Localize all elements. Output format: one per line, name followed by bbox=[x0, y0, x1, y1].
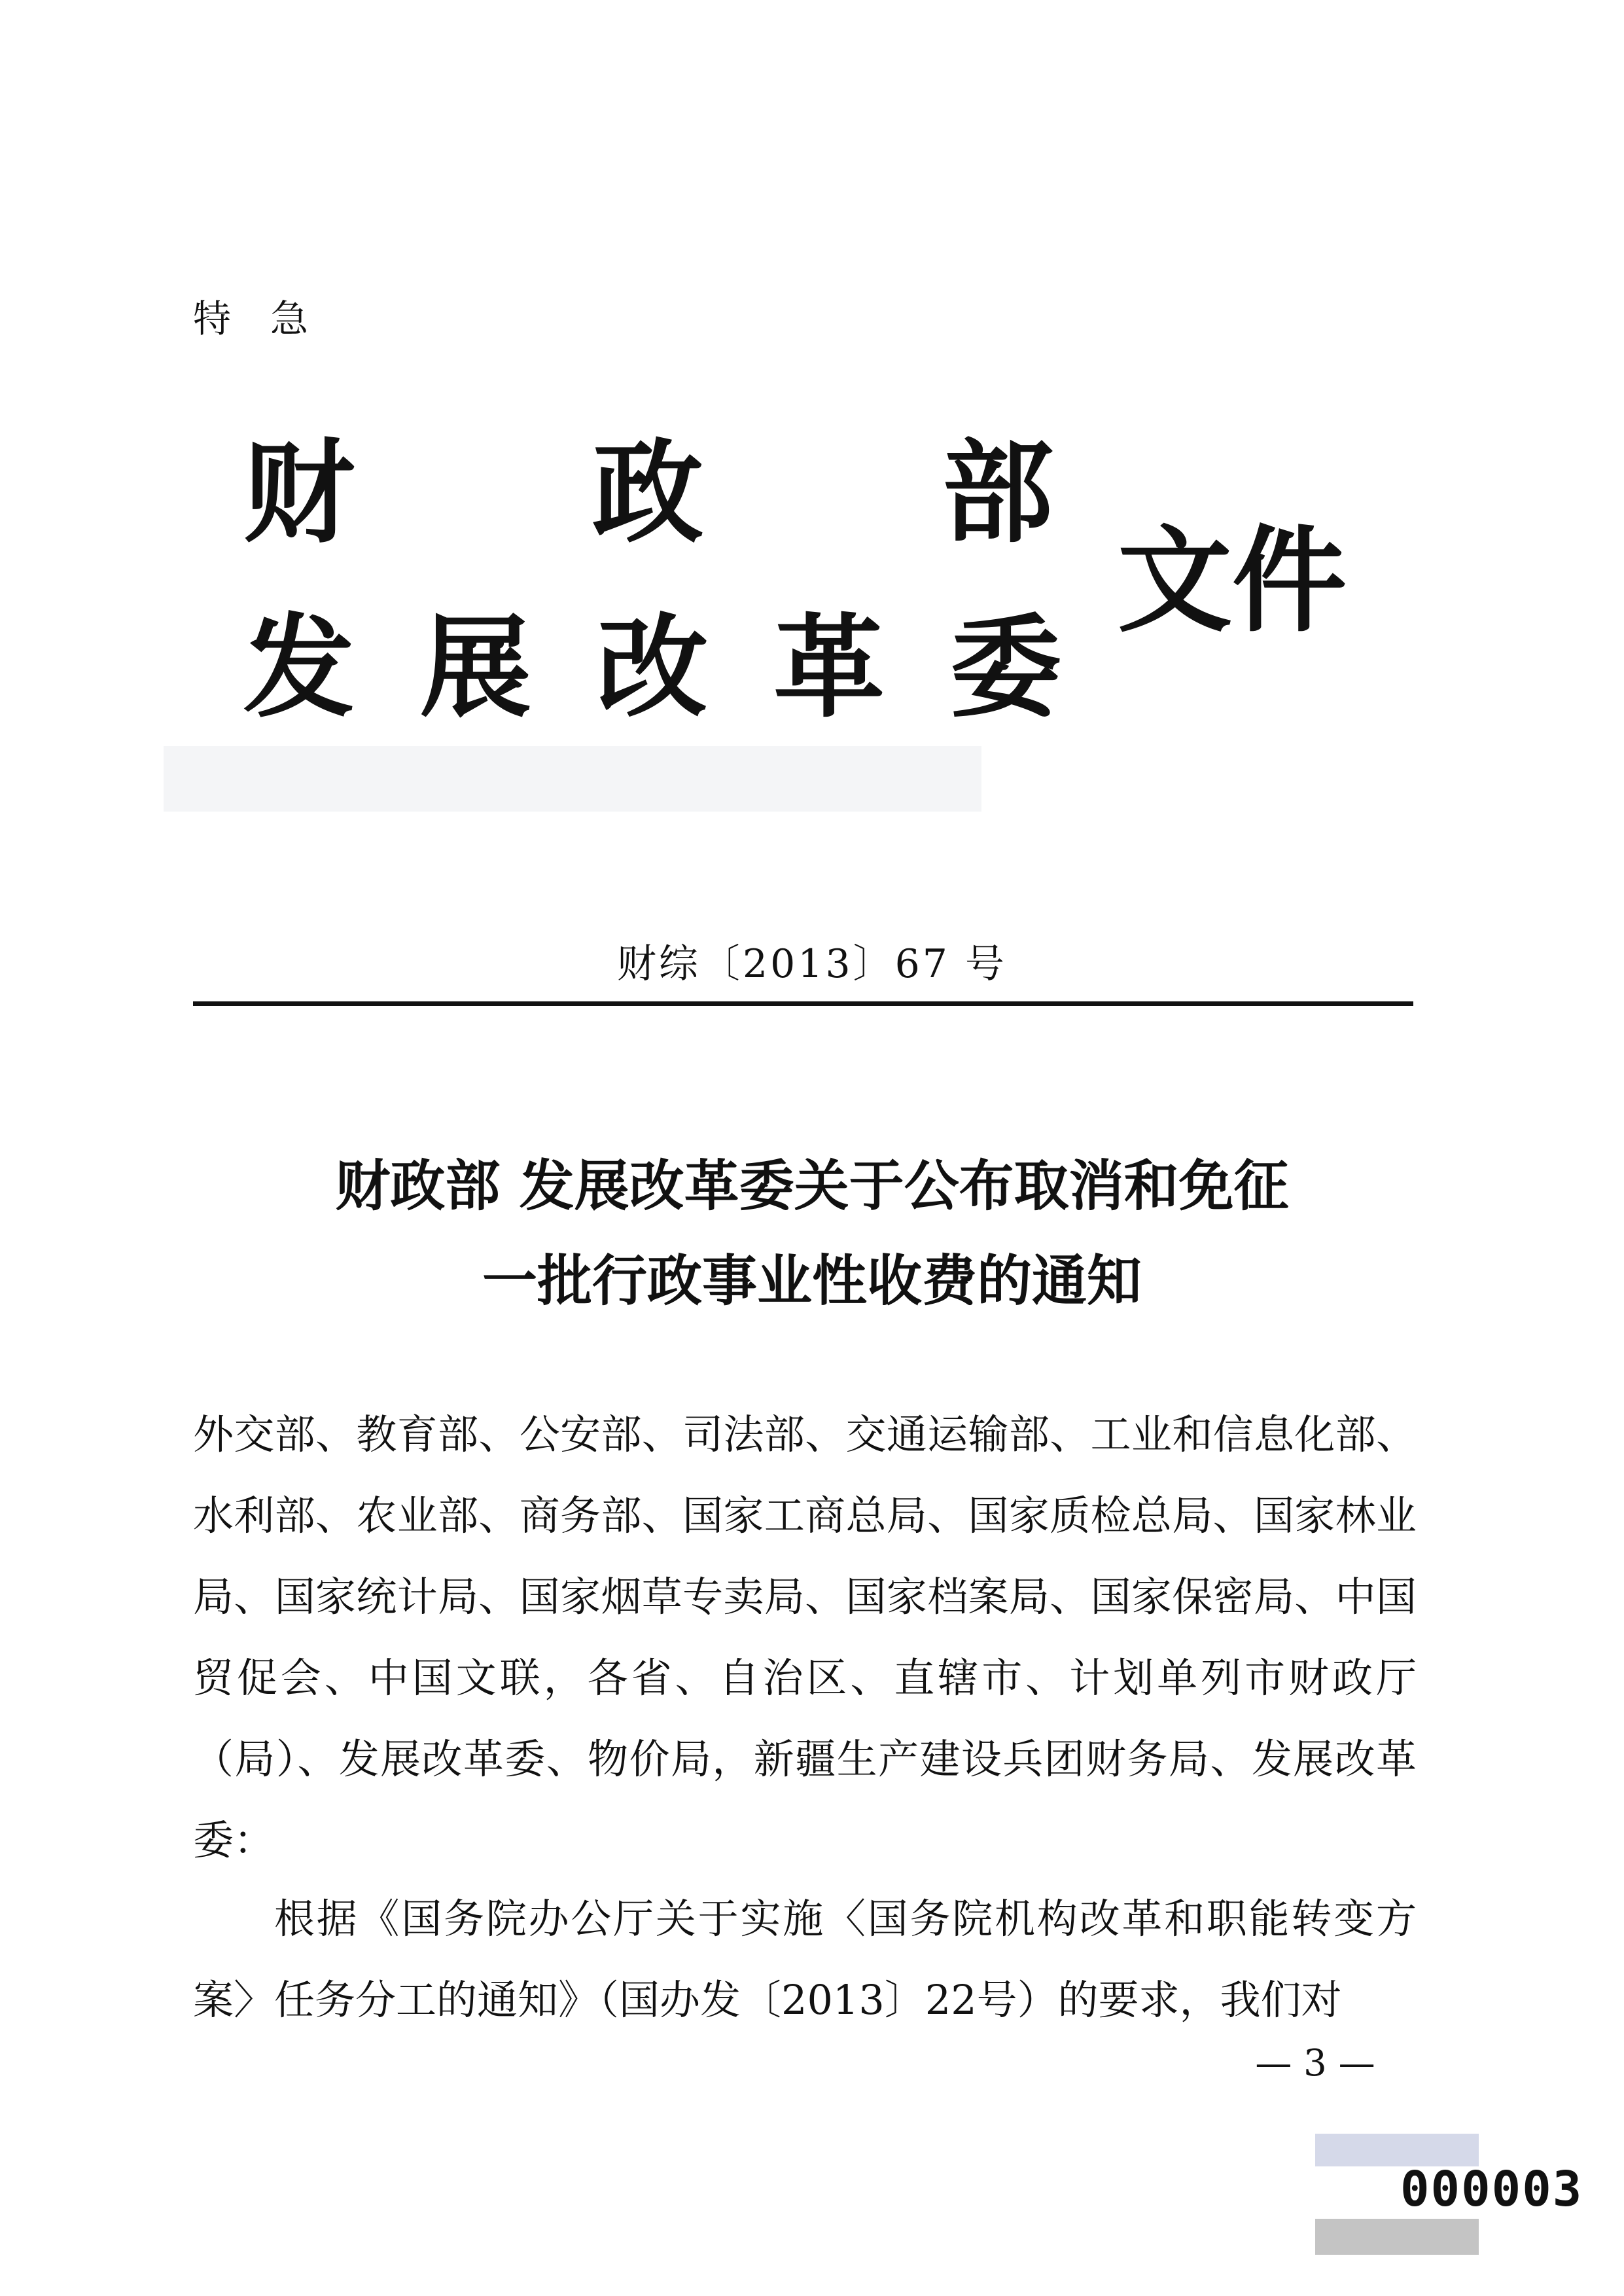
issuer-char-cai: 财 bbox=[243, 427, 355, 558]
body-paragraph: 根据《国务院办公厅关于实施〈国务院机构改革和职能转变方案〉任务分工的通知》（国办发〔2013〕22号）的要求，我们对 bbox=[193, 1895, 1417, 2024]
issuer-line-2: 发展改革委 bbox=[243, 602, 1127, 733]
page-number: — 3 — bbox=[1255, 2042, 1375, 2085]
faint-stamp-mark bbox=[164, 733, 981, 825]
recipients-paragraph: 外交部、教育部、公安部、司法部、交通运输部、工业和信息化部、水利部、农业部、商务部、国家工商总局、国家质检总局、国家林业局、国家统计局、国家烟草专卖局、国家档案局、国家保密局、中国贸促会、中国文联，各省、自治区、直辖市、计划单列市财政厅（局）、发展改革委、物价局，新疆生产建设兵团财务局、发展改革委： bbox=[193, 1410, 1417, 1864]
document-title-line-1: 财政部 发展改革委关于公布取消和免征 bbox=[335, 1153, 1289, 1218]
header-rule bbox=[193, 1001, 1413, 1006]
issuer-char-bu: 部 bbox=[942, 427, 1054, 558]
issuer-char-zheng: 政 bbox=[592, 427, 704, 558]
urgency-label: 特急 bbox=[193, 296, 348, 341]
document-number: 财综〔2013〕67 号 bbox=[616, 941, 1008, 987]
archive-stamp-number: 000003 bbox=[1400, 2161, 1583, 2217]
document-type-suffix: 文件 bbox=[1118, 514, 1347, 648]
document-title-line-2: 一批行政事业性收费的通知 bbox=[482, 1248, 1142, 1313]
